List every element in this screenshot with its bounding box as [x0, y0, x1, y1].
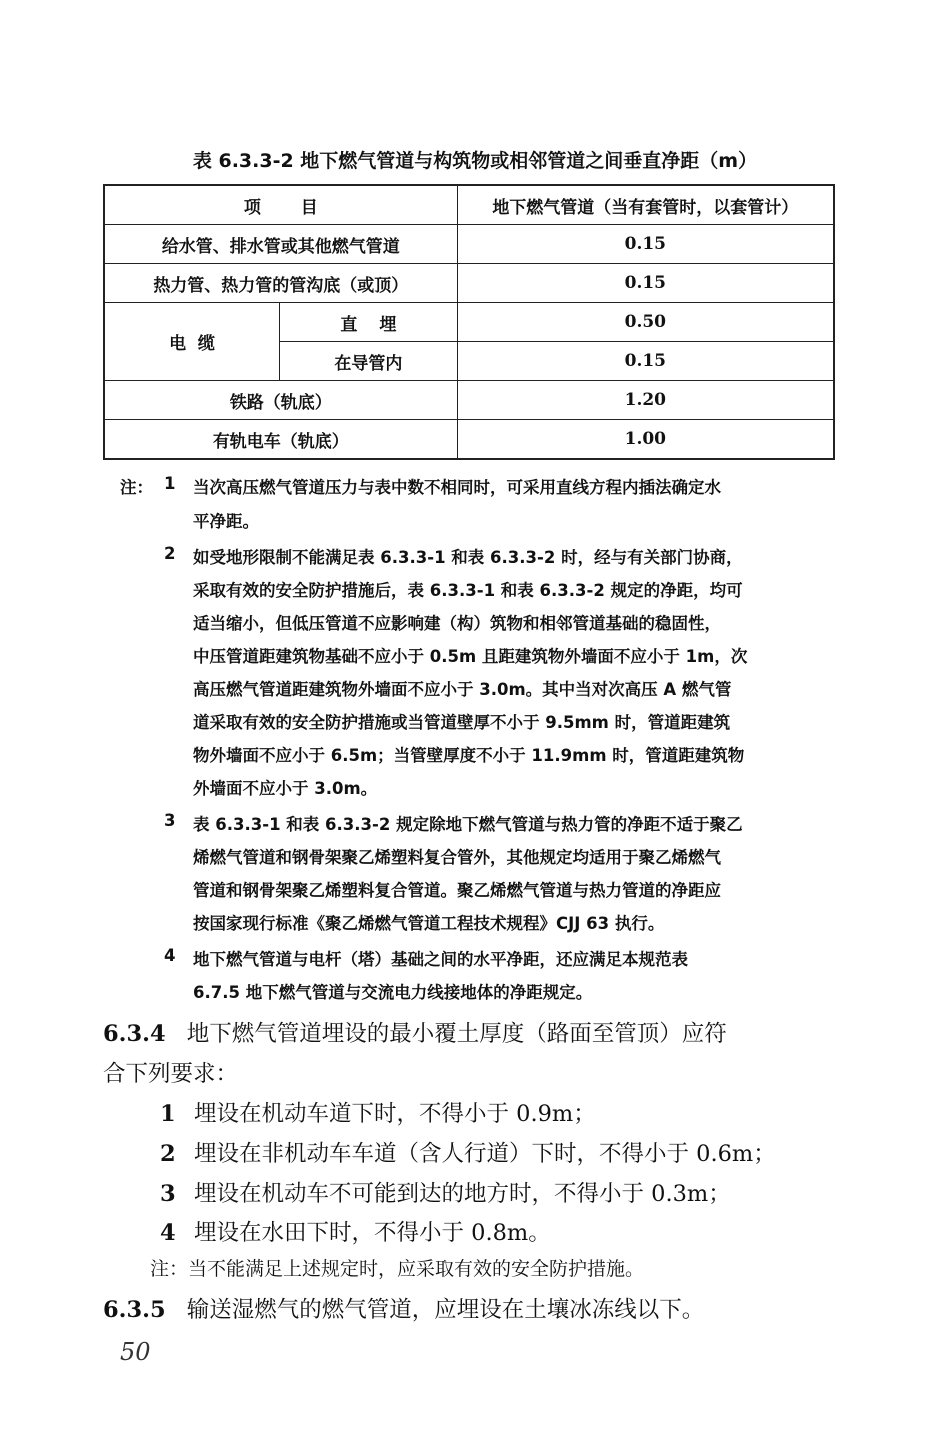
section-634-continuation: 合下列要求： — [103, 1061, 239, 1087]
row-sublabel: 直埋 — [280, 303, 458, 342]
list-item — [160, 1096, 596, 1128]
table-row — [104, 303, 834, 342]
note-line: 如受地形限制不能满足表 6.3.3-1 和表 6.3.3-2 时，经与有关部门协商， — [193, 548, 743, 567]
note-line: 烯燃气管道和钢骨架聚乙烯塑料复合管外，其他规定均适用于聚乙烯燃气 — [193, 848, 721, 867]
note-line: 表 6.3.3-1 和表 6.3.3-2 规定除地下燃气管道与热力管的净距不适于聚乙 — [193, 815, 743, 834]
note-line: 当次高压燃气管道压力与表中数不相同时，可采用直线方程内插法确定水 — [193, 478, 721, 497]
list-text: 埋设在非机动车车道（含人行道）下时，不得小于 0.6m； — [194, 1141, 776, 1167]
list-number: 1 — [160, 1101, 176, 1127]
clearance-table — [103, 184, 835, 460]
note-line: 道采取有效的安全防护措施或当管道壁厚不小于 9.5mm 时，管道距建筑 — [193, 713, 731, 732]
section-634-heading — [103, 1016, 727, 1048]
note-line: 外墙面不应小于 3.0m。 — [193, 779, 378, 798]
row-value: 0.15 — [457, 225, 834, 264]
section-text: 输送湿燃气的燃气管道，应埋设在土壤冰冻线以下。 — [186, 1297, 705, 1323]
note-line: 高压燃气管道距建筑物外墙面不应小于 3.0m。其中当对次高压 A 燃气管 — [193, 680, 732, 699]
notes-lead: 注： — [120, 478, 153, 497]
row-label: 热力管、热力管的管沟底（或顶） — [104, 264, 457, 303]
note-line: 采取有效的安全防护措施后，表 6.3.3-1 和表 6.3.3-2 规定的净距，均可 — [193, 581, 743, 600]
row-label: 铁路（轨底） — [104, 381, 457, 420]
note-number: 3 — [164, 811, 176, 830]
list-number: 3 — [160, 1181, 176, 1207]
note-line: 6.7.5 地下燃气管道与交流电力线接地体的净距规定。 — [193, 983, 593, 1002]
table-row — [104, 225, 834, 264]
note-line: 中压管道距建筑物基础不应小于 0.5m 且距建筑物外墙面不应小于 1m，次 — [193, 647, 748, 666]
section-number: 6.3.5 — [103, 1297, 166, 1323]
list-text: 埋设在机动车道下时，不得小于 0.9m； — [194, 1101, 596, 1127]
note-line: 按国家现行标准《聚乙烯燃气管道工程技术规程》CJJ 63 执行。 — [193, 914, 665, 933]
page-number: 50 — [120, 1338, 151, 1366]
note-line: 平净距。 — [193, 512, 259, 531]
note-line: 地下燃气管道与电杆（塔）基础之间的水平净距，还应满足本规范表 — [193, 950, 688, 969]
row-value: 0.50 — [457, 303, 834, 342]
section-635 — [103, 1292, 704, 1324]
list-text: 埋设在水田下时，不得小于 0.8m。 — [194, 1220, 551, 1246]
note-number: 1 — [164, 474, 176, 493]
section-note: 注：当不能满足上述规定时，应采取有效的安全防护措施。 — [150, 1258, 645, 1280]
note-line: 适当缩小，但低压管道不应影响建（构）筑物和相邻管道基础的稳固性， — [193, 614, 721, 633]
list-text: 埋设在机动车不可能到达的地方时，不得小于 0.3m； — [194, 1181, 731, 1207]
table-header-row — [104, 185, 834, 225]
list-number: 4 — [160, 1220, 176, 1246]
row-label: 给水管、排水管或其他燃气管道 — [104, 225, 457, 264]
row-value: 1.00 — [457, 420, 834, 460]
row-value: 0.15 — [457, 264, 834, 303]
note-number: 4 — [164, 946, 176, 965]
list-number: 2 — [160, 1141, 176, 1167]
table-row — [104, 381, 834, 420]
note-number: 2 — [164, 544, 176, 563]
row-label-cable: 电 缆 — [104, 303, 280, 381]
row-value: 1.20 — [457, 381, 834, 420]
row-sublabel: 在导管内 — [280, 342, 458, 381]
list-item — [160, 1176, 731, 1208]
list-item — [160, 1136, 776, 1168]
table-title: 表 6.3.3-2 地下燃气管道与构筑物或相邻管道之间垂直净距（m） — [192, 150, 758, 172]
list-item — [160, 1215, 551, 1247]
table-row — [104, 420, 834, 460]
table-row — [104, 264, 834, 303]
note-line: 物外墙面不应小于 6.5m；当管壁厚度不小于 11.9mm 时，管道距建筑物 — [193, 746, 745, 765]
header-value: 地下燃气管道（当有套管时，以套管计） — [457, 185, 834, 225]
row-label: 有轨电车（轨底） — [104, 420, 457, 460]
header-item: 项目 — [104, 185, 457, 225]
note-line: 管道和钢骨架聚乙烯塑料复合管道。聚乙烯燃气管道与热力管道的净距应 — [193, 881, 721, 900]
row-value: 0.15 — [457, 342, 834, 381]
section-text: 地下燃气管道埋设的最小覆土厚度（路面至管顶）应符 — [186, 1021, 727, 1047]
section-number: 6.3.4 — [103, 1021, 166, 1047]
